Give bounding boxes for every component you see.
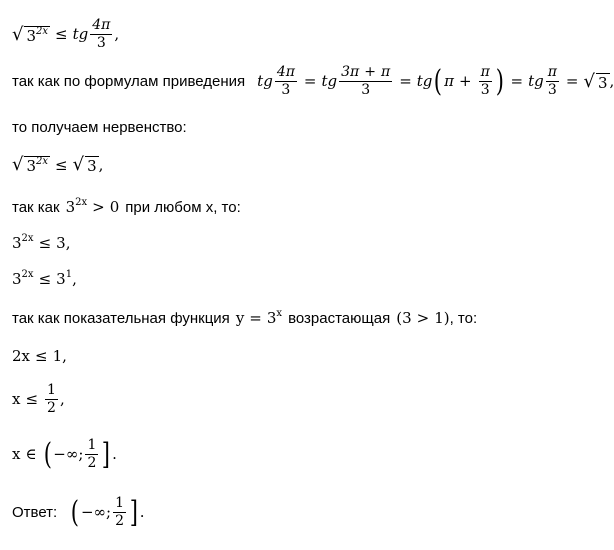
line-10-inequality: x ≤ $\frac{1}{2}$ , bbox=[12, 382, 65, 417]
line-4-inequality: √ $3^{2x}$ ≤ √ 3 , bbox=[12, 154, 104, 175]
line-1-inequality: √ $3^{2x}$ ≤ tg $\frac{4\pi}{3}$ , bbox=[12, 17, 120, 52]
line-8-monotonic-function: так как показательная функция y = 3$^x$ возрастающая (3 > 1) , то: bbox=[12, 308, 478, 327]
line-5-positivity: так как $3^{2x}$ > 0 при любом x, то: bbox=[12, 197, 241, 216]
line-3-text: то получаем нервенство: bbox=[12, 119, 187, 136]
line-12-answer: Ответ: ( −∞ ; $\frac{1}{2}$ ] . bbox=[12, 494, 145, 530]
line-7-inequality: $3^{2x}$ ≤ $3^1$ , bbox=[12, 269, 77, 288]
line-2-reduction-formula: так как по формулам приведения tg $\frac{4\pi}{3}$ = tg $\frac{3\pi + \pi}{3}$ = tg ( π + $\frac{\pi}{3}$ ) = tg $\frac{\pi}{3}$ = √ 3 , bbox=[12, 63, 614, 99]
line-9-inequality: 2x ≤ 1 , bbox=[12, 347, 67, 365]
line-6-inequality: $3^{2x}$ ≤ 3 , bbox=[12, 233, 71, 252]
sqrt-3-pow-2x: √ $3^{2x}$ bbox=[12, 23, 49, 45]
answer-label: Ответ: bbox=[12, 504, 58, 522]
fraction-4pi-3: $\frac{4\pi}{3}$ bbox=[92, 17, 111, 52]
line-11-interval: x ∈ ( −∞ ; $\frac{1}{2}$ ] . bbox=[12, 436, 117, 472]
